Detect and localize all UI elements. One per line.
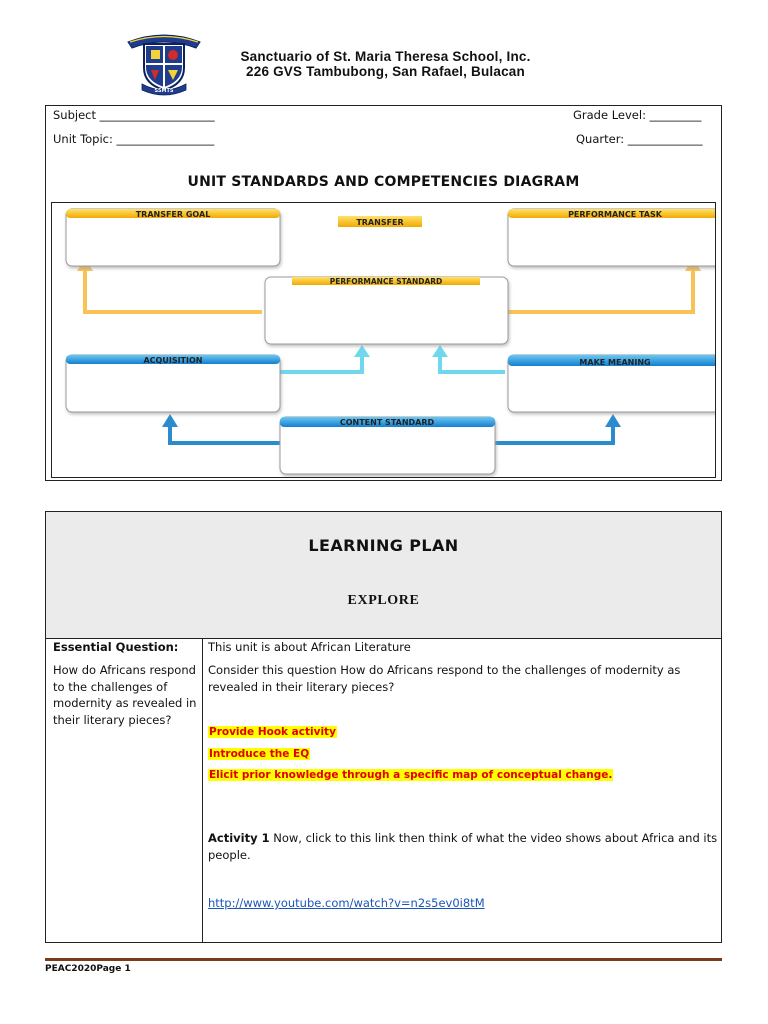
unit-topic-field[interactable]: Unit Topic: _________________	[53, 132, 215, 146]
unit-info-box	[45, 105, 722, 481]
content-to-acquisition-arrow	[162, 414, 280, 443]
activity-1-instructions: Now, click to this link then think of what the video shows about Africa and its people.	[208, 831, 718, 862]
video-link[interactable]: http://www.youtube.com/watch?v=n2s5ev0i8tM	[208, 896, 485, 910]
transfer-banner	[338, 216, 422, 227]
consider-question-text: Consider this question How do Africans respond to the challenges of modernity as revealed in their literary pieces?	[208, 663, 681, 694]
acquisition-box	[66, 355, 280, 412]
elicit-knowledge-instruction: Elicit prior knowledge through a specific map of conceptual change.	[209, 769, 613, 781]
acquisition-arrow	[280, 345, 370, 372]
essential-question-label: Essential Question:	[53, 640, 179, 654]
performance-task-box	[508, 209, 715, 266]
footer-rule	[45, 958, 722, 961]
performance-standard-label: PERFORMANCE STANDARD	[329, 277, 443, 286]
acquisition-label: ACQUISITION	[143, 356, 203, 365]
make-meaning-label: MAKE MEANING	[579, 358, 651, 367]
grade-level-field[interactable]: Grade Level: _________	[573, 108, 702, 122]
learning-plan-title: LEARNING PLAN	[308, 536, 459, 555]
phase-title: EXPLORE	[347, 593, 420, 608]
learning-plan-table	[45, 511, 722, 943]
make-meaning-arrow	[432, 345, 505, 372]
essential-question-text: How do Africans respond to the challenges of modernity as revealed in their literary pieces?	[53, 663, 197, 727]
quarter-field[interactable]: Quarter: _____________	[576, 132, 703, 146]
column-divider	[202, 638, 203, 942]
transfer-goal-label: TRANSFER GOAL	[135, 210, 211, 219]
activity-1-text	[208, 830, 718, 863]
standards-diagram	[51, 202, 716, 478]
content-standard-box	[280, 417, 495, 474]
school-address: 226 GVS Tambubong, San Rafael, Bulacan	[246, 64, 525, 79]
footer-page-label: PEAC2020Page 1	[45, 964, 131, 974]
school-logo	[124, 30, 204, 96]
activity-1-label: Activity 1	[208, 831, 270, 845]
transfer-goal-box	[66, 209, 280, 266]
unit-about-text: This unit is about African Literature	[208, 640, 411, 654]
svg-text:SSMTS: SSMTS	[154, 88, 174, 94]
diagram-title: UNIT STANDARDS AND COMPETENCIES DIAGRAM	[187, 174, 580, 190]
subject-field[interactable]: Subject ____________________	[53, 108, 215, 122]
transfer-label: TRANSFER	[356, 218, 404, 227]
make-meaning-box	[508, 355, 715, 412]
school-name: Sanctuario of St. Maria Theresa School, Inc.	[240, 49, 531, 64]
performance-task-label: PERFORMANCE TASK	[568, 210, 662, 219]
content-standard-label: CONTENT STANDARD	[339, 418, 435, 427]
content-to-meaning-arrow	[495, 414, 621, 443]
hook-instruction: Provide Hook activity	[209, 726, 336, 738]
introduce-eq-instruction: Introduce the EQ	[209, 748, 310, 760]
learning-plan-header	[46, 512, 721, 639]
performance-standard-box	[265, 277, 508, 344]
